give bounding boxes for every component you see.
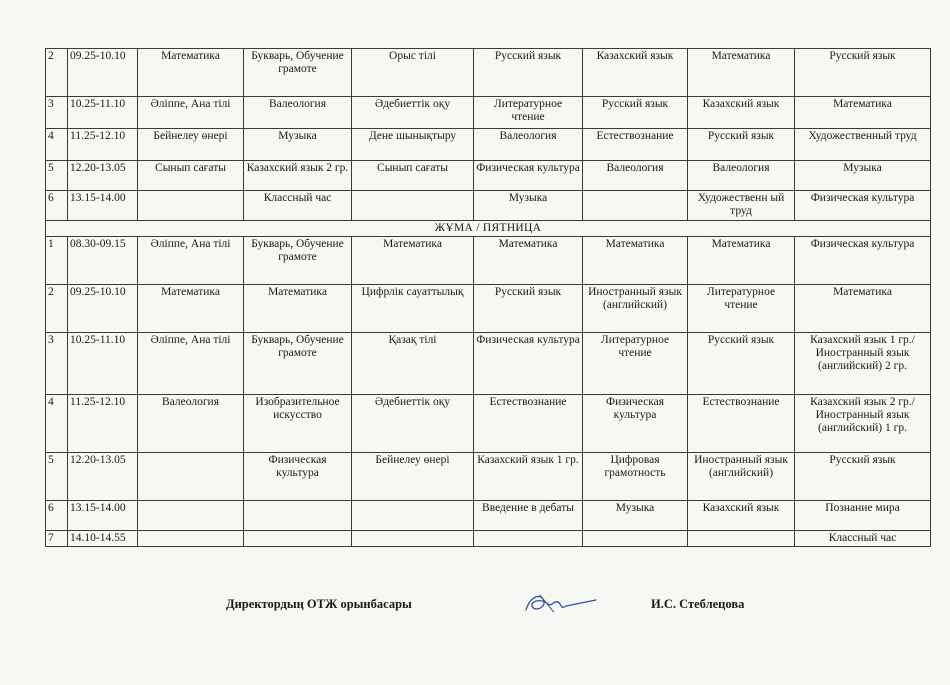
lesson-number: 6 <box>46 191 68 221</box>
subject-cell: Математика <box>688 49 795 97</box>
subject-cell: Казахский язык 1 гр. <box>474 453 583 501</box>
lesson-number: 2 <box>46 285 68 333</box>
table-row <box>46 97 931 129</box>
subject-cell: Русский язык <box>795 453 931 501</box>
subject-cell: Валеология <box>474 129 583 161</box>
subject-cell: Иностранный язык (английский) <box>688 453 795 501</box>
subject-cell <box>352 191 474 221</box>
subject-cell: Қазақ тілі <box>352 333 474 395</box>
lesson-number: 2 <box>46 49 68 97</box>
schedule-table <box>45 48 931 547</box>
subject-cell <box>688 531 795 547</box>
subject-cell: Әліппе, Ана тілі <box>138 333 244 395</box>
subject-cell: Введение в дебаты <box>474 501 583 531</box>
subject-cell: Казахский язык <box>583 49 688 97</box>
subject-cell: Математика <box>795 285 931 333</box>
subject-cell: Орыс тілі <box>352 49 474 97</box>
subject-cell: Литературное чтение <box>583 333 688 395</box>
subject-cell: Математика <box>688 237 795 285</box>
subject-cell: Әдебиеттік оқу <box>352 395 474 453</box>
lesson-number: 5 <box>46 161 68 191</box>
lesson-number: 6 <box>46 501 68 531</box>
deputy-title: Директордың ОТЖ орынбасары <box>226 597 412 611</box>
subject-cell: Физическая культура <box>244 453 352 501</box>
subject-cell: Казахский язык 2 гр. <box>244 161 352 191</box>
subject-cell: Художественный труд <box>795 129 931 161</box>
subject-cell: Валеология <box>688 161 795 191</box>
subject-cell <box>138 191 244 221</box>
lesson-time: 09.25-10.10 <box>68 49 138 97</box>
subject-cell: Музыка <box>244 129 352 161</box>
subject-cell: Казахский язык 2 гр./ Иностранный язык (английский) 1 гр. <box>795 395 931 453</box>
table-row <box>46 191 931 221</box>
table-row <box>46 161 931 191</box>
lesson-number: 1 <box>46 237 68 285</box>
subject-cell: Сынып сағаты <box>138 161 244 191</box>
subject-cell: Букварь, Обучение грамоте <box>244 237 352 285</box>
subject-cell: Математика <box>138 285 244 333</box>
signatory-name: И.С. Стеблецова <box>651 597 745 611</box>
subject-cell: Математика <box>352 237 474 285</box>
lesson-time: 12.20-13.05 <box>68 161 138 191</box>
subject-cell: Әліппе, Ана тілі <box>138 237 244 285</box>
table-row <box>46 237 931 285</box>
subject-cell: Цифровая грамотность <box>583 453 688 501</box>
schedule-body <box>46 49 931 547</box>
subject-cell: Букварь, Обучение грамоте <box>244 333 352 395</box>
subject-cell: Валеология <box>583 161 688 191</box>
subject-cell <box>352 531 474 547</box>
table-row <box>46 395 931 453</box>
subject-cell: Казахский язык <box>688 501 795 531</box>
subject-cell: Русский язык <box>795 49 931 97</box>
subject-cell: Сынып сағаты <box>352 161 474 191</box>
subject-cell: Русский язык <box>688 129 795 161</box>
lesson-number: 4 <box>46 395 68 453</box>
lesson-time: 10.25-11.10 <box>68 97 138 129</box>
lesson-number: 7 <box>46 531 68 547</box>
lesson-number: 5 <box>46 453 68 501</box>
table-row <box>46 453 931 501</box>
subject-cell <box>138 531 244 547</box>
subject-cell: Бейнелеу өнері <box>352 453 474 501</box>
subject-cell: Естествознание <box>474 395 583 453</box>
subject-cell: Физическая культура <box>474 333 583 395</box>
subject-cell: Математика <box>583 237 688 285</box>
subject-cell: Естествознание <box>688 395 795 453</box>
subject-cell: Физическая культура <box>583 395 688 453</box>
subject-cell: Классный час <box>795 531 931 547</box>
subject-cell <box>138 501 244 531</box>
subject-cell: Валеология <box>244 97 352 129</box>
subject-cell: Естествознание <box>583 129 688 161</box>
table-row <box>46 49 931 97</box>
lesson-time: 12.20-13.05 <box>68 453 138 501</box>
subject-cell: Әдебиеттік оқу <box>352 97 474 129</box>
subject-cell: Иностранный язык (английский) <box>583 285 688 333</box>
table-row <box>46 531 931 547</box>
lesson-time: 08.30-09.15 <box>68 237 138 285</box>
subject-cell: Русский язык <box>474 285 583 333</box>
lesson-time: 09.25-10.10 <box>68 285 138 333</box>
subject-cell: Русский язык <box>583 97 688 129</box>
section-title: ЖҰМА / ПЯТНИЦА <box>46 221 931 237</box>
subject-cell: Әліппе, Ана тілі <box>138 97 244 129</box>
section-row <box>46 221 931 237</box>
lesson-number: 3 <box>46 333 68 395</box>
subject-cell: Изобразительное искусство <box>244 395 352 453</box>
subject-cell: Русский язык <box>474 49 583 97</box>
subject-cell: Математика <box>244 285 352 333</box>
subject-cell <box>583 191 688 221</box>
subject-cell <box>352 501 474 531</box>
table-row <box>46 501 931 531</box>
subject-cell: Казахский язык 1 гр./ Иностранный язык (английский) 2 гр. <box>795 333 931 395</box>
subject-cell: Дене шынықтыру <box>352 129 474 161</box>
subject-cell: Музыка <box>583 501 688 531</box>
subject-cell: Казахский язык <box>688 97 795 129</box>
subject-cell: Классный час <box>244 191 352 221</box>
table-row <box>46 285 931 333</box>
subject-cell: Физическая культура <box>795 191 931 221</box>
subject-cell: Познание мира <box>795 501 931 531</box>
subject-cell: Русский язык <box>688 333 795 395</box>
subject-cell: Музыка <box>795 161 931 191</box>
subject-cell: Валеология <box>138 395 244 453</box>
lesson-number: 3 <box>46 97 68 129</box>
subject-cell: Физическая культура <box>795 237 931 285</box>
lesson-number: 4 <box>46 129 68 161</box>
subject-cell: Музыка <box>474 191 583 221</box>
lesson-time: 14.10-14.55 <box>68 531 138 547</box>
table-row <box>46 129 931 161</box>
subject-cell: Литературное чтение <box>474 97 583 129</box>
subject-cell: Литературное чтение <box>688 285 795 333</box>
lesson-time: 13.15-14.00 <box>68 191 138 221</box>
subject-cell: Букварь, Обучение грамоте <box>244 49 352 97</box>
table-row <box>46 333 931 395</box>
signature-image <box>520 586 600 620</box>
lesson-time: 11.25-12.10 <box>68 129 138 161</box>
subject-cell: Математика <box>795 97 931 129</box>
subject-cell <box>474 531 583 547</box>
subject-cell <box>583 531 688 547</box>
lesson-time: 13.15-14.00 <box>68 501 138 531</box>
subject-cell: Художественн ый труд <box>688 191 795 221</box>
subject-cell <box>244 531 352 547</box>
lesson-time: 10.25-11.10 <box>68 333 138 395</box>
subject-cell: Бейнелеу өнері <box>138 129 244 161</box>
subject-cell <box>244 501 352 531</box>
subject-cell <box>138 453 244 501</box>
lesson-time: 11.25-12.10 <box>68 395 138 453</box>
subject-cell: Цифрлік сауаттылық <box>352 285 474 333</box>
subject-cell: Математика <box>138 49 244 97</box>
subject-cell: Физическая культура <box>474 161 583 191</box>
subject-cell: Математика <box>474 237 583 285</box>
